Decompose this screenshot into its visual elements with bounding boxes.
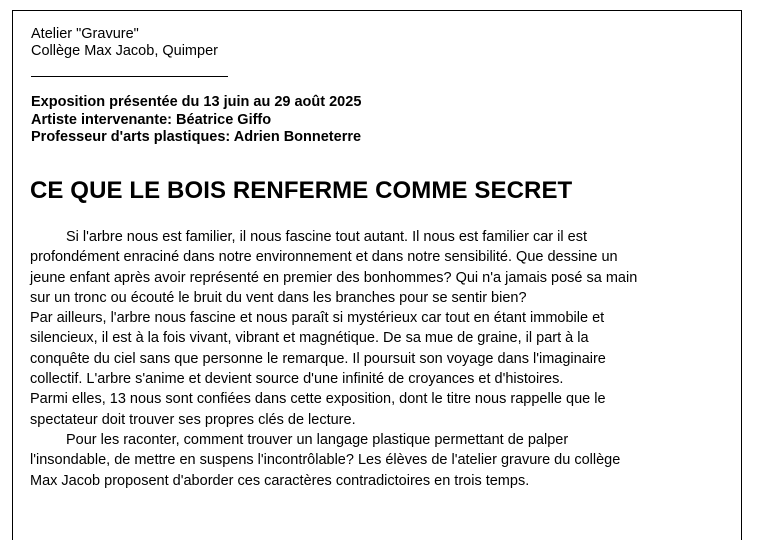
body-line: silencieux, il est à la fois vivant, vibrant et magnétique. De sa mue de graine, il part à la (30, 330, 589, 347)
teacher-credit: Professeur d'arts plastiques: Adrien Bonneterre (31, 129, 362, 145)
workshop-name: Atelier "Gravure" (31, 26, 139, 42)
body-line: profondément enraciné dans notre environnement et dans notre sensibilité. Que dessine un (30, 249, 618, 266)
body-line: Max Jacob proposent d'aborder ces caractères contradictoires en trois temps. (30, 472, 530, 489)
artist-credit: Artiste intervenante: Béatrice Giffo (31, 111, 272, 128)
exhibition-info (31, 94, 361, 147)
body-text (30, 227, 730, 491)
exhibition-dates: Exposition présentée du 13 juin au 29 août 2025 (31, 94, 362, 110)
body-line: Parmi elles, 13 nous sont confiées dans cette exposition, dont le titre nous rappelle que le (30, 391, 606, 408)
body-line: jeune enfant après avoir représenté en premier des bonhommes? Qui n'a jamais posé sa main (30, 269, 638, 286)
body-line: spectateur doit trouver ses propres clés de lecture. (30, 411, 356, 428)
document-title: CE QUE LE BOIS RENFERME COMME SECRET (30, 177, 573, 204)
body-line: conquête du ciel sans que personne le remarque. Il poursuit son voyage dans l'imaginaire (30, 350, 606, 367)
body-line: sur un tronc ou écouté le bruit du vent dans les branches pour se sentir bien? (30, 289, 527, 306)
body-line: Si l'arbre nous est familier, il nous fascine tout autant. Il nous est familier car il est (66, 229, 587, 245)
header-divider (31, 76, 228, 77)
body-line: Par ailleurs, l'arbre nous fascine et nous paraît si mystérieux car tout en étant immobile et (30, 310, 605, 327)
body-line: collectif. L'arbre s'anime et devient source d'une infinité de croyances et d'histoires. (30, 371, 564, 388)
body-line: Pour les raconter, comment trouver un langage plastique permettant de palper (66, 431, 569, 448)
header-block (31, 26, 218, 60)
school-name: Collège Max Jacob, Quimper (31, 43, 218, 59)
body-line: l'insondable, de mettre en suspens l'incontrôlable? Les élèves de l'atelier gravure du collège (30, 452, 621, 469)
